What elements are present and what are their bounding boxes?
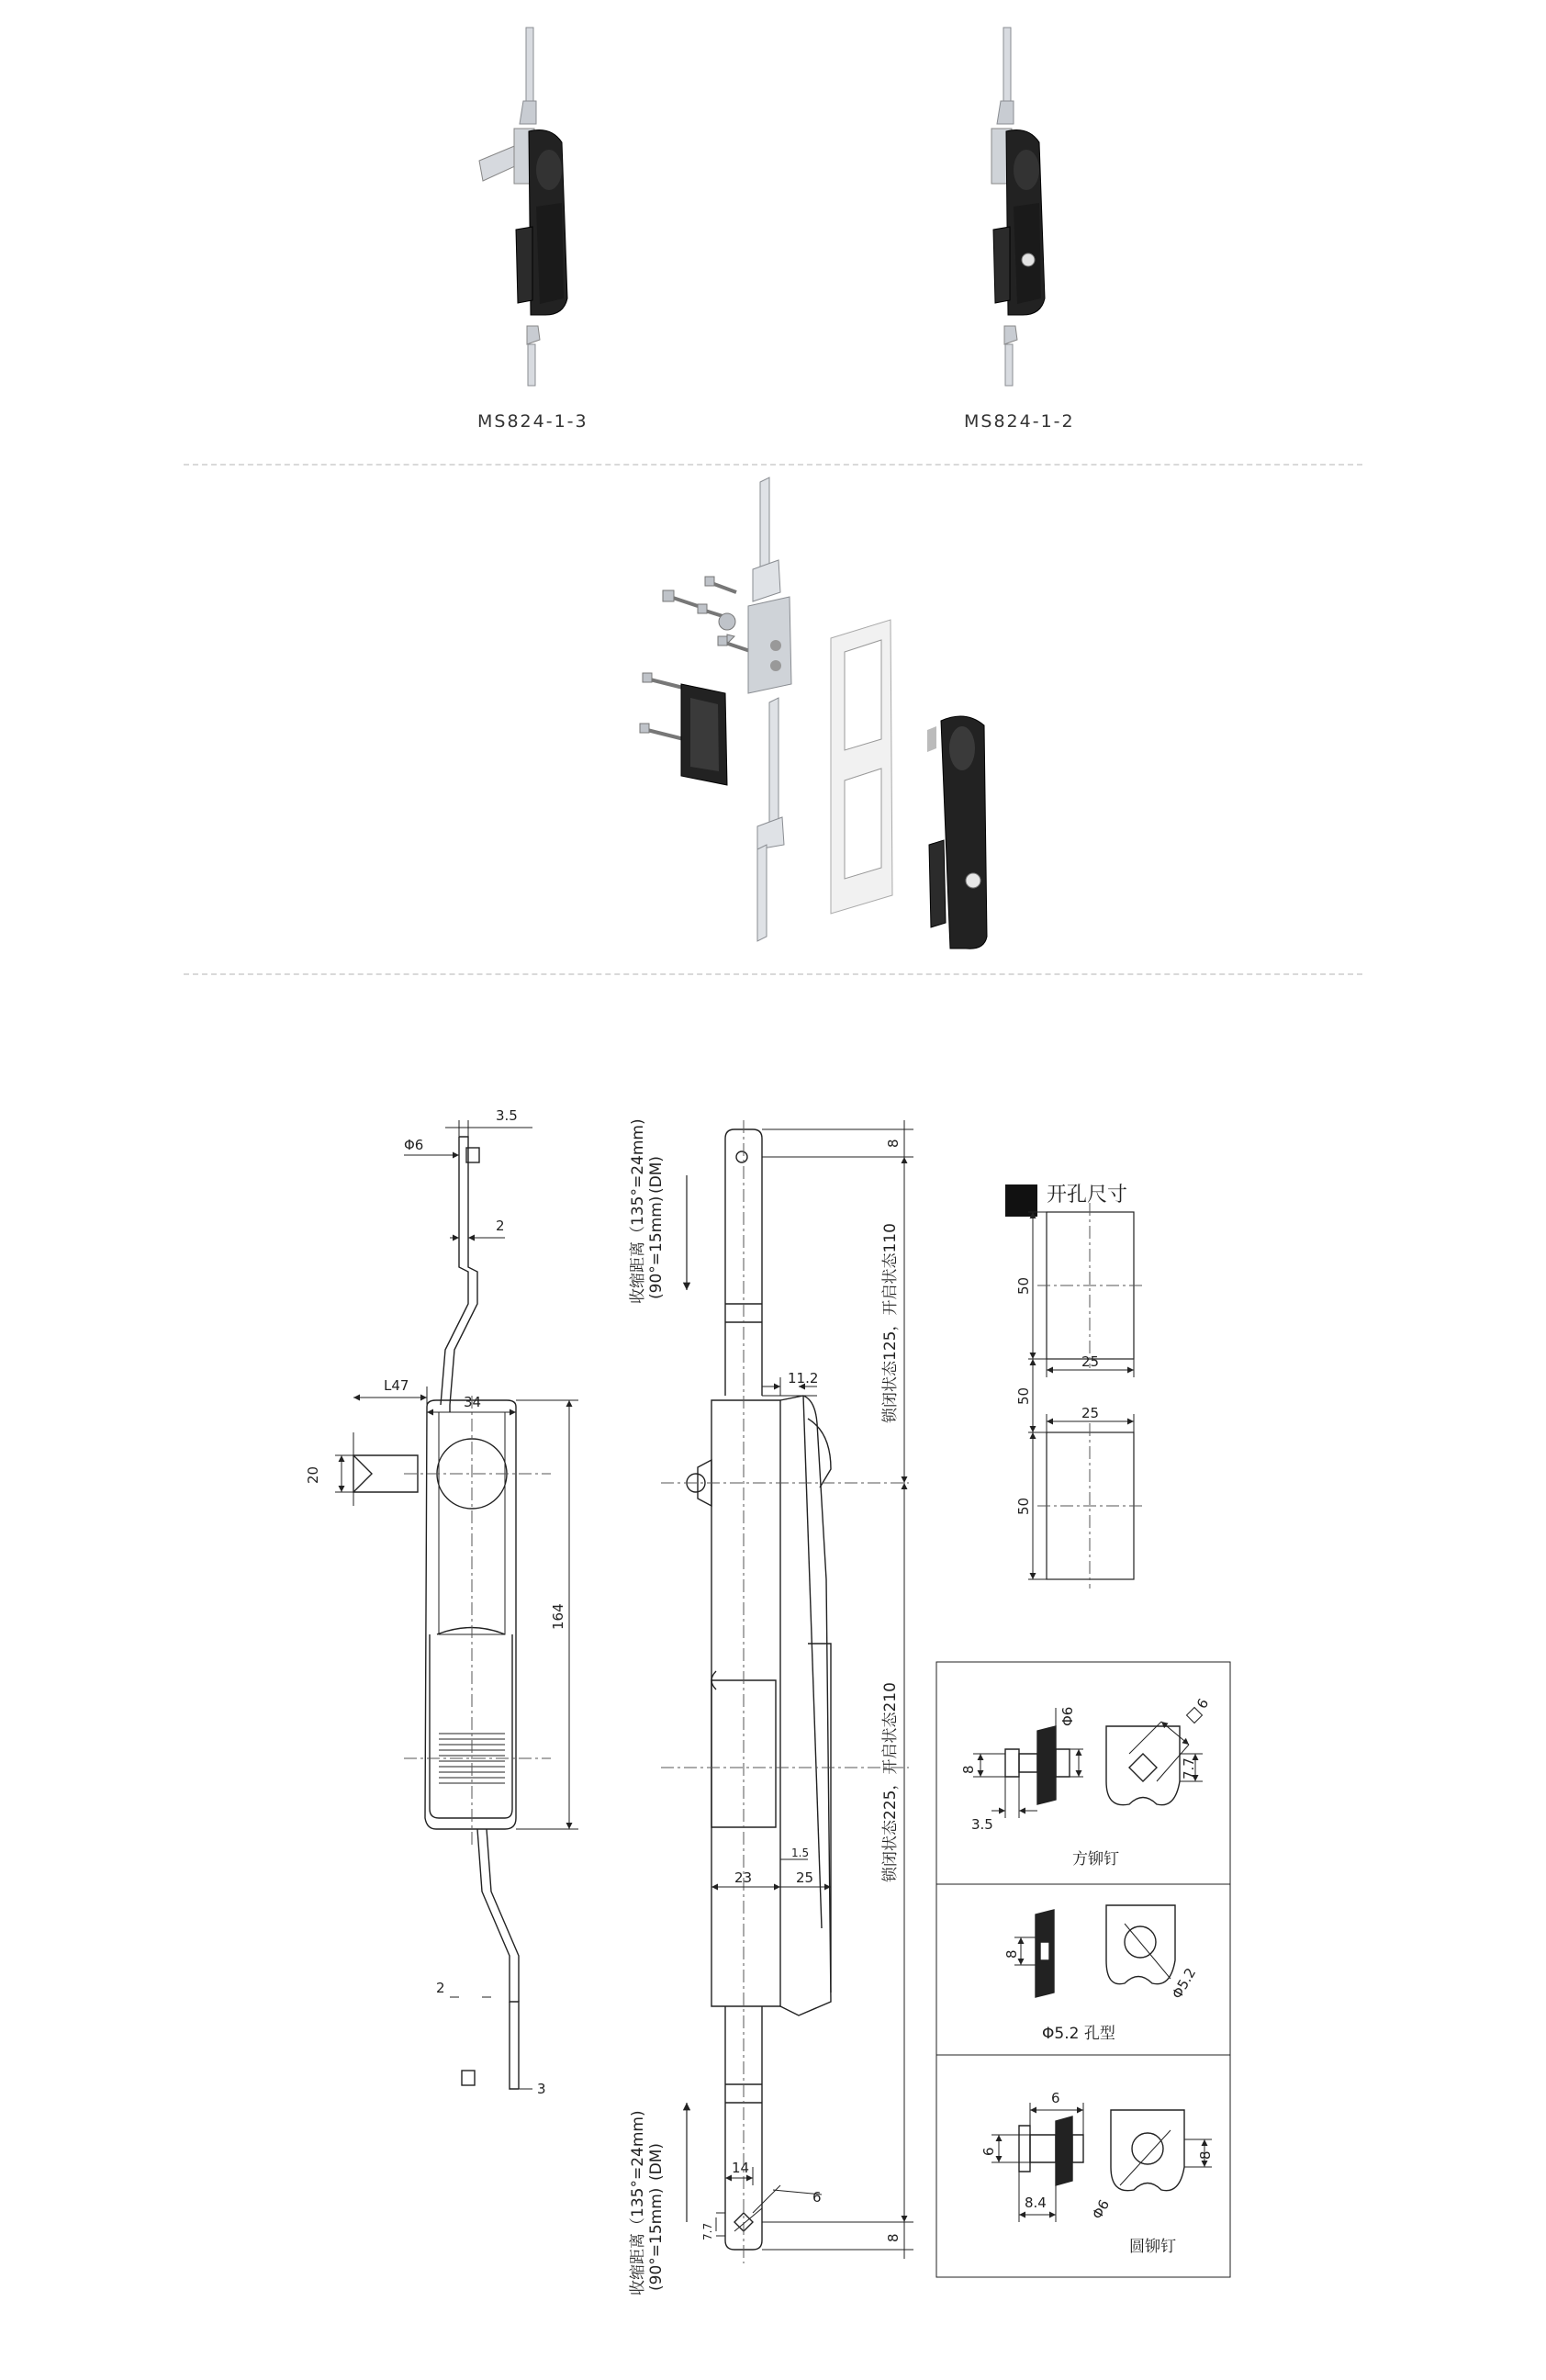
dim-side-23: 23	[734, 1869, 753, 1886]
dim-sq-3-5: 3.5	[971, 1816, 993, 1833]
dim-front-3: 3	[537, 2081, 546, 2097]
side-retract-bot2: (90°=15mm)	[647, 2187, 666, 2291]
dim-front-2a: 2	[496, 1218, 505, 1234]
side-dm-top: (DM)	[647, 1155, 666, 1194]
dim-side-8-bot: 8	[885, 2233, 902, 2242]
cutout-drawing	[1005, 1184, 1143, 1589]
dim-sq-7-7: 7.7	[1181, 1757, 1197, 1779]
label-hole-type: Φ5.2 孔型	[1042, 2025, 1115, 2043]
dim-front-l47: L47	[384, 1377, 409, 1394]
dim-rd-6-side: 6	[980, 2147, 997, 2156]
dim-hole-8: 8	[1003, 1949, 1020, 1959]
dim-front-3-5: 3.5	[496, 1107, 518, 1124]
dim-rd-8: 8	[1197, 2150, 1214, 2160]
cutout-title: 开孔尺寸	[1047, 1184, 1128, 1207]
dim-side-6: 6	[812, 2189, 822, 2206]
dim-side-1-5: 1.5	[791, 1847, 810, 1859]
dim-front-34: 34	[464, 1394, 482, 1410]
dim-side-11-2: 11.2	[788, 1370, 819, 1386]
dim-hole-phi52: Φ5.2	[1168, 1965, 1200, 2002]
front-view	[335, 1120, 578, 2089]
label-square-rivet: 方铆钉	[1072, 1850, 1119, 1869]
side-retract-top2: (90°=15mm)	[647, 1196, 666, 1299]
dim-cutout-50b: 50	[1015, 1386, 1032, 1405]
label-round-rivet: 圆铆钉	[1129, 2238, 1176, 2256]
side-state-top: 锁闭状态125，开启状态110	[881, 1223, 900, 1423]
side-retract-top: 收缩距离（135°=24mm)	[629, 1118, 647, 1304]
dim-sq-8: 8	[960, 1765, 977, 1774]
dim-rd-phi6: Φ6	[1088, 2196, 1114, 2222]
divider-2	[184, 973, 1362, 975]
dim-sq-6: 6	[1193, 1695, 1213, 1712]
dim-rd-6-top: 6	[1051, 2090, 1060, 2106]
dim-side-14: 14	[732, 2160, 750, 2176]
dim-cutout-25b: 25	[1081, 1405, 1100, 1421]
dim-front-20: 20	[305, 1465, 321, 1484]
side-dm-bot: (DM)	[647, 2142, 666, 2181]
dim-sq-phi6: Φ6	[1059, 1706, 1076, 1726]
dim-side-7-7: 7.7	[701, 2222, 714, 2240]
side-state-bot: 锁闭状态225，开启状态210	[881, 1682, 900, 1882]
divider-1	[184, 464, 1362, 466]
technical-drawing	[0, 1083, 1546, 2296]
side-view	[661, 1120, 913, 2263]
exploded-view	[624, 473, 1010, 950]
dim-front-phi6: Φ6	[404, 1137, 424, 1153]
product-caption-ms824-1-2: MS824-1-2	[964, 411, 1075, 432]
dim-cutout-50c: 50	[1015, 1497, 1032, 1515]
dim-rd-8-4: 8.4	[1025, 2195, 1047, 2211]
dim-side-25: 25	[796, 1869, 814, 1886]
dim-front-164: 164	[550, 1603, 566, 1630]
side-retract-bot: 收缩距离（135°=24mm)	[629, 2110, 647, 2296]
product-caption-ms824-1-3: MS824-1-3	[477, 411, 588, 432]
dim-side-8-top: 8	[885, 1139, 902, 1148]
dim-cutout-25a: 25	[1081, 1353, 1100, 1370]
product-photo-ms824-1-3	[459, 23, 606, 390]
product-photo-ms824-1-2	[955, 23, 1102, 390]
dim-front-2b: 2	[436, 1980, 445, 1996]
dim-cutout-50a: 50	[1015, 1276, 1032, 1295]
